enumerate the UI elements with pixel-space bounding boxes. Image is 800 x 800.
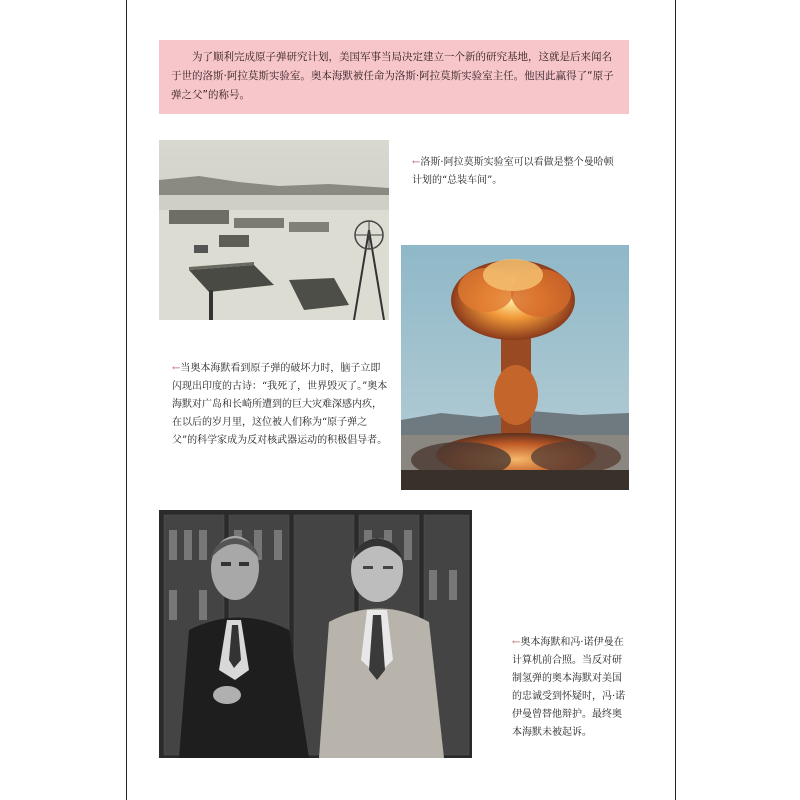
bomb-caption-text: 当奥本海默看到原子弹的破坏力时，脑子立即闪现出印度的古诗：“我死了，世界毁灭了。”奥本海默对广岛和长崎所遭到的巨大灾难深感内疚，在以后的岁月里，这位被人们称为“原子弹之父”的科学家成为反对核武器运动的积极倡导者。 <box>172 363 388 446</box>
two-scientists-photo-icon <box>159 510 472 758</box>
lab-caption <box>412 154 622 190</box>
intro-text: 为了顺利完成原子弹研究计划，美国军事当局决定建立一个新的研究基地，这就是后来闻名于世的洛斯·阿拉莫斯实验室。奥本海默被任命为洛斯·阿拉莫斯实验室主任。他因此赢得了“原子弹之父”的称号。 <box>171 51 614 101</box>
bomb-photo <box>401 245 629 490</box>
arrow-left-icon: ← <box>412 157 421 168</box>
portrait-caption-text: 奥本海默和冯·诺伊曼在计算机前合照。当反对研制氢弹的奥本海默对美国的忠诚受到怀疑时，冯·诺伊曼曾替他辩护。最终奥本海默未被起诉。 <box>512 637 626 738</box>
portrait-caption <box>512 634 628 742</box>
bomb-caption <box>172 360 388 450</box>
lab-photo <box>159 140 389 320</box>
intro-box <box>159 40 629 114</box>
desert-laboratory-photo-icon <box>159 140 389 320</box>
lab-caption-text: 洛斯·阿拉莫斯实验室可以看做是整个曼哈顿计划的“总装车间”。 <box>412 157 614 186</box>
arrow-left-icon: ← <box>512 637 521 648</box>
mushroom-cloud-photo-icon <box>401 245 629 490</box>
portrait-photo <box>159 510 472 758</box>
arrow-left-icon: ← <box>172 363 181 374</box>
